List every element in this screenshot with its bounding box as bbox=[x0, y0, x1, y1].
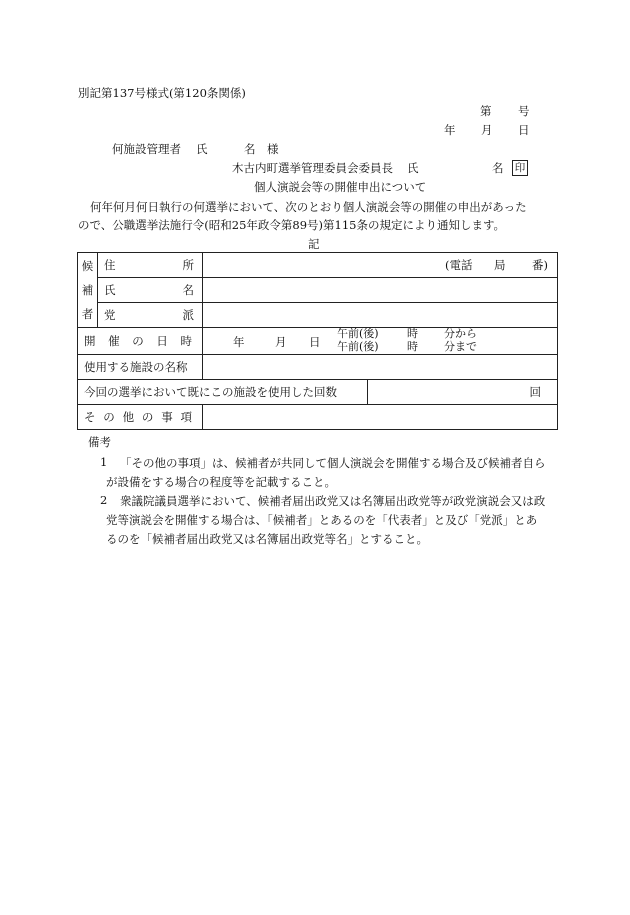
notes-title: 備考 bbox=[88, 435, 111, 449]
kai-label: 回 bbox=[529, 385, 541, 399]
phone-label-ban: 番) bbox=[532, 258, 548, 272]
subject: 個人演説会等の開催申出について bbox=[254, 180, 427, 194]
address-label: 住 所 bbox=[98, 253, 203, 278]
name-value[interactable] bbox=[203, 278, 558, 303]
address-value[interactable] bbox=[203, 253, 558, 278]
date-gatsu: 月 bbox=[481, 123, 493, 137]
previous-use-value[interactable] bbox=[368, 380, 558, 405]
party-label: 党 派 bbox=[98, 303, 203, 328]
ki-heading: 記 bbox=[308, 237, 320, 251]
sender-title: 木古内町選挙管理委員会委員長 bbox=[232, 161, 393, 175]
dt-ampm-2: 午前(後) bbox=[337, 340, 379, 353]
other-label: そ の 他 の 事 項 bbox=[78, 405, 203, 430]
dt-nen: 年 bbox=[233, 335, 245, 349]
body-line-1: 何年何月何日執行の何選挙において、次のとおり個人演説会等の開催の申出があった bbox=[90, 200, 527, 214]
addressee-shi: 氏 bbox=[196, 142, 208, 156]
addressee-mei: 名 bbox=[244, 142, 256, 156]
sender-mei: 名 bbox=[492, 161, 504, 175]
phone-label-open: (電話 bbox=[445, 258, 473, 272]
previous-use-label: 今回の選挙において既にこの施設を使用した回数 bbox=[78, 380, 368, 405]
date-nen: 年 bbox=[444, 123, 456, 137]
facility-name-value[interactable] bbox=[203, 355, 558, 380]
candidate-label: 候 補 者 bbox=[78, 253, 98, 328]
phone-label-kyoku: 局 bbox=[494, 258, 506, 272]
note-1-line-1: 「その他の事項」は、候補者が共同して個人演説会を開催する場合及び候補者自ら bbox=[120, 456, 546, 470]
facility-name-label: 使用する施設の名称 bbox=[78, 355, 203, 380]
note-1-line-2: が設備をする場合の程度等を記載すること。 bbox=[106, 475, 336, 489]
name-label: 氏 名 bbox=[98, 278, 203, 303]
dt-ji-2: 時 bbox=[407, 340, 418, 353]
note-2-num: 2 bbox=[100, 493, 108, 507]
dt-ampm-1: 午前(後) bbox=[337, 327, 379, 340]
dt-fun-kara: 分から bbox=[444, 327, 477, 340]
datetime-label: 開 催 の 日 時 bbox=[78, 328, 203, 355]
number-go: 号 bbox=[518, 104, 530, 118]
notice-table bbox=[77, 252, 558, 430]
datetime-value[interactable] bbox=[203, 328, 558, 355]
note-2-line-2: 党等演説会を開催する場合は、「候補者」とあるのを「代表者」と及び「党派」とあ bbox=[106, 513, 538, 527]
note-2-line-1: 衆議院議員選挙において、候補者届出政党又は名簿届出政党等が政党演説会又は政 bbox=[120, 494, 546, 508]
sender-shi: 氏 bbox=[407, 161, 419, 175]
number-dai: 第 bbox=[480, 104, 492, 118]
note-2-line-3: るのを「候補者届出政党又は名簿届出政党等名」とすること。 bbox=[106, 532, 428, 546]
form-id: 別記第137号様式(第120条関係) bbox=[78, 86, 246, 100]
seal-icon: 印 bbox=[512, 160, 528, 176]
note-1-num: 1 bbox=[100, 455, 108, 469]
dt-fun-made: 分まで bbox=[444, 340, 477, 353]
dt-nichi: 日 bbox=[309, 335, 321, 349]
dt-ji-1: 時 bbox=[407, 327, 418, 340]
dt-gatsu: 月 bbox=[275, 335, 287, 349]
other-value[interactable] bbox=[203, 405, 558, 430]
addressee-facility-manager: 何施設管理者 bbox=[112, 142, 181, 156]
body-line-2: ので、公職選挙法施行令(昭和25年政令第89号)第115条の規定により通知します。 bbox=[78, 218, 506, 232]
party-value[interactable] bbox=[203, 303, 558, 328]
seal-mark bbox=[512, 160, 528, 176]
addressee-sama: 様 bbox=[267, 142, 279, 156]
date-nichi: 日 bbox=[518, 123, 530, 137]
